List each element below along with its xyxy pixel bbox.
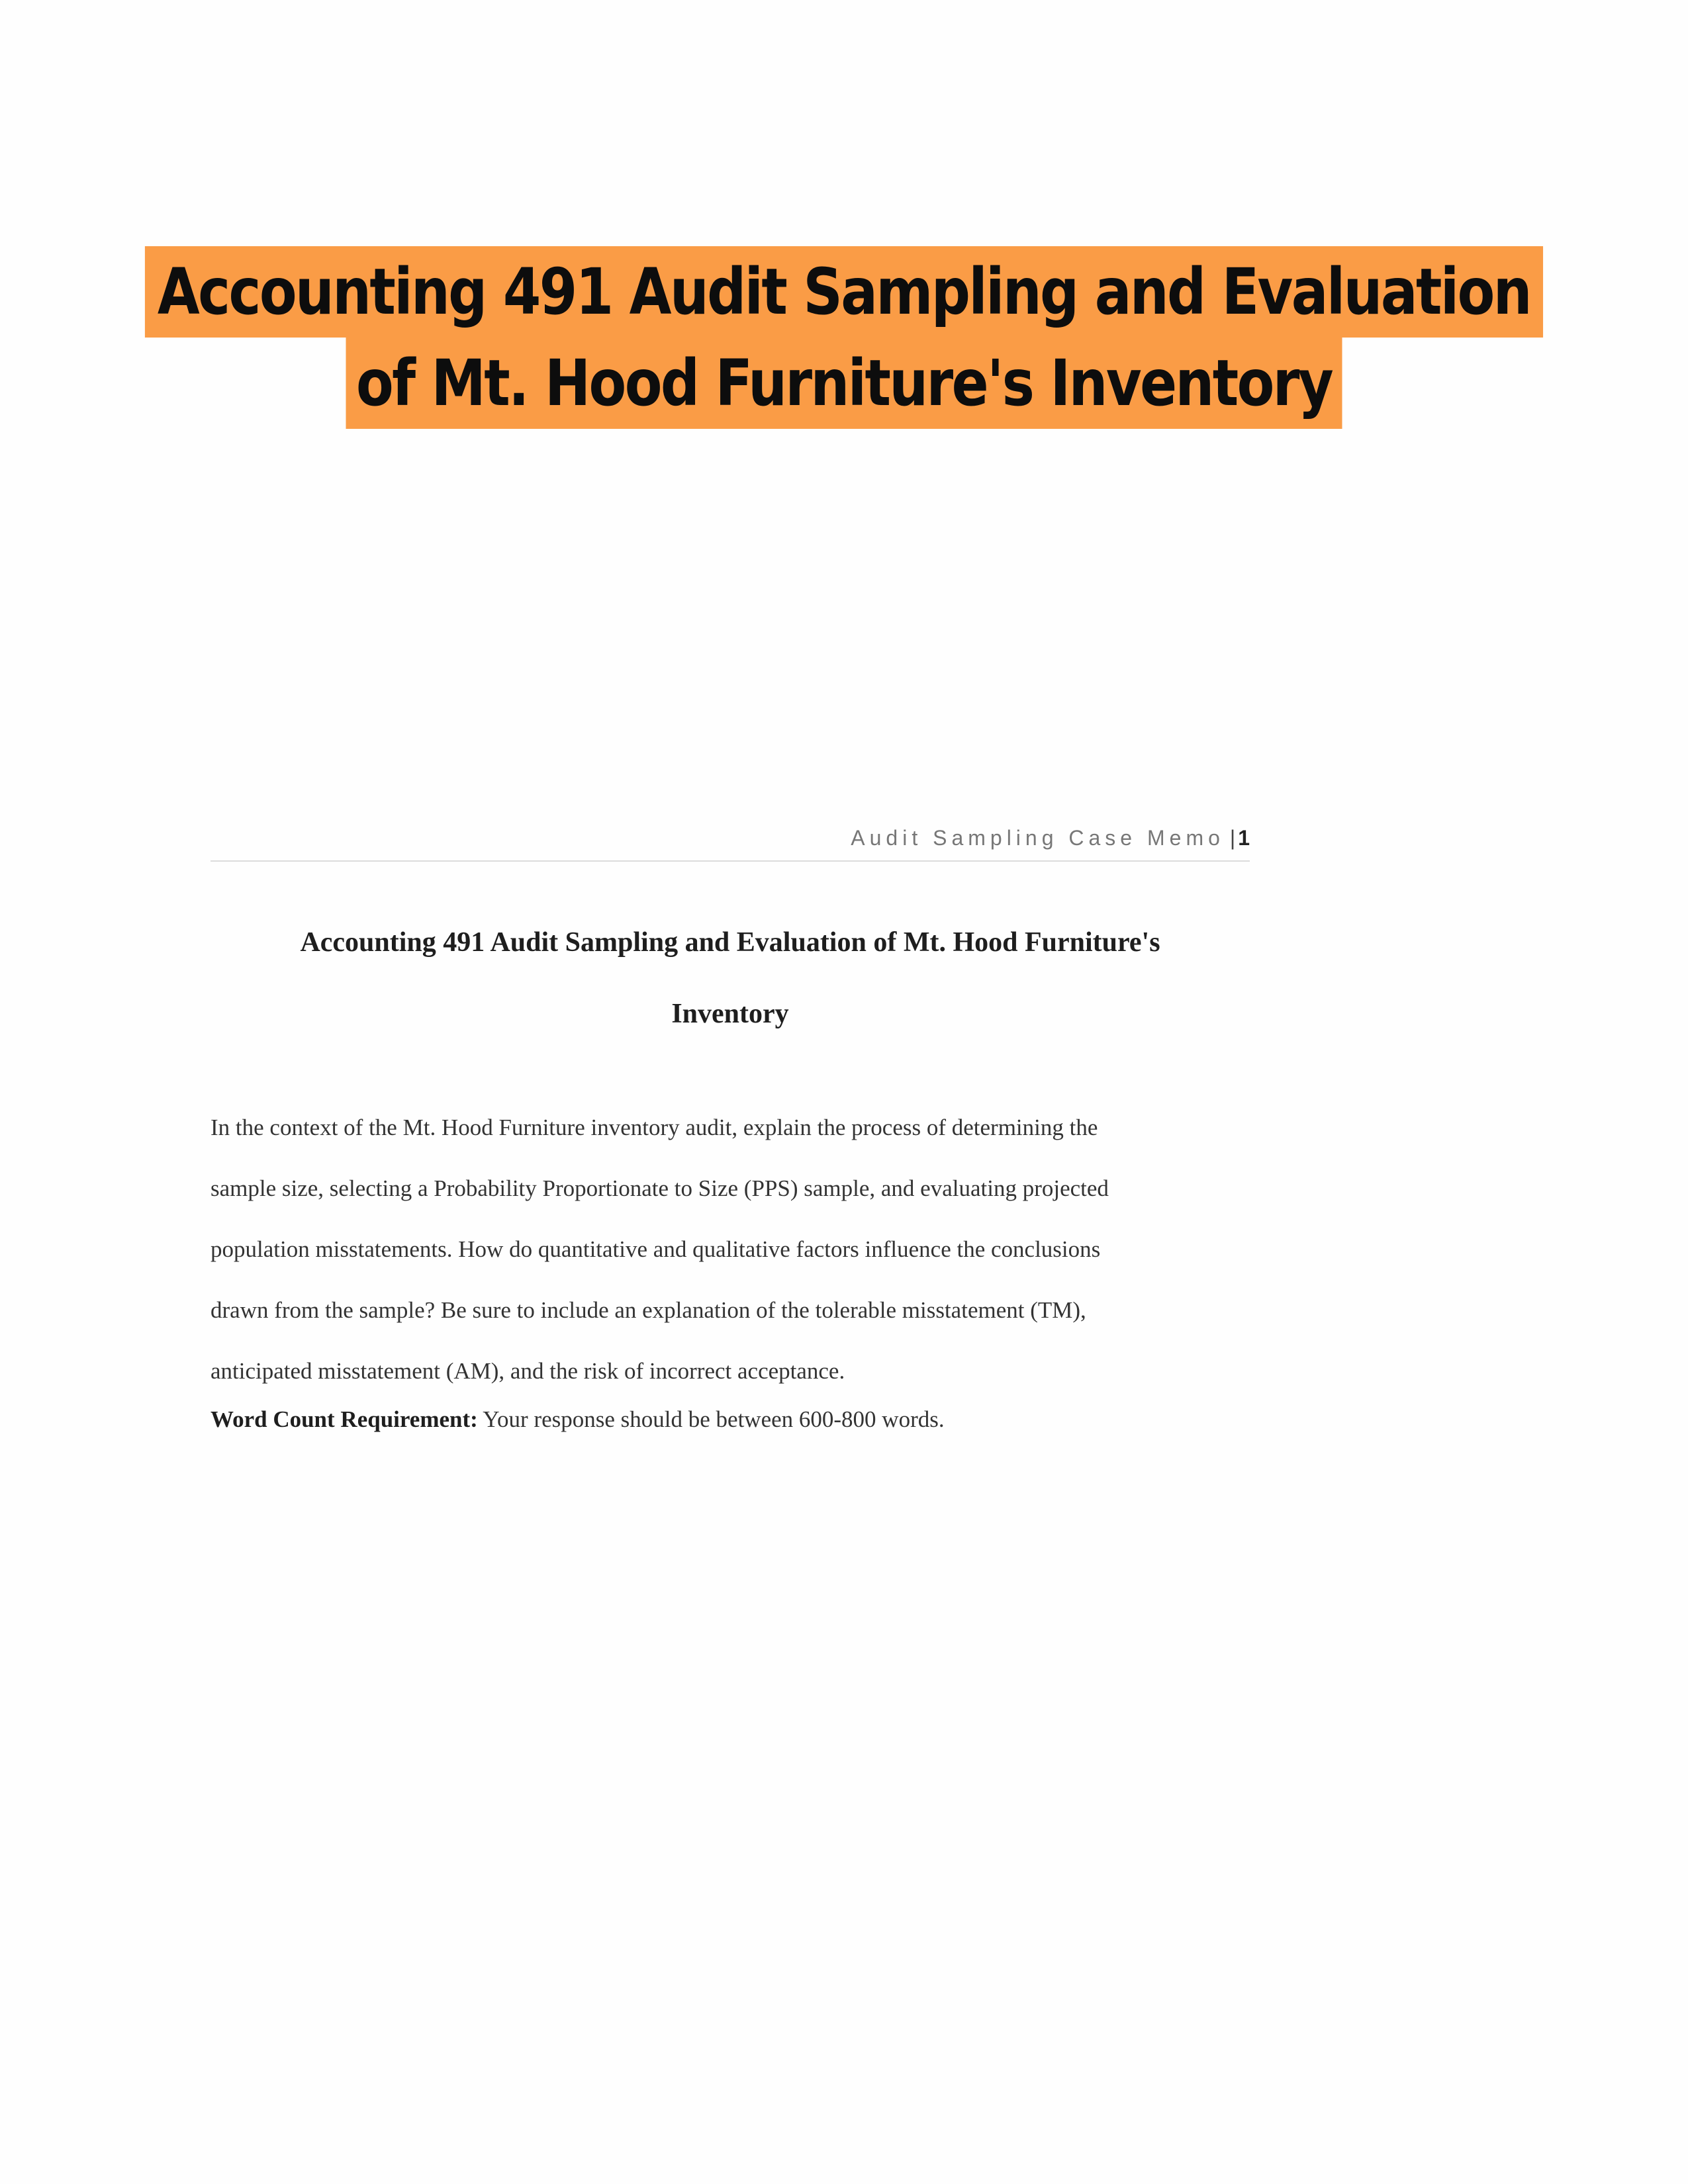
memo-title: [211, 907, 1250, 1050]
memo-running-header: [851, 826, 1250, 850]
memo-body-line: drawn from the sample? Be sure to include an explanation of the tolerable misstatement (TM),: [211, 1297, 1086, 1323]
memo-body-line: In the context of the Mt. Hood Furniture inventory audit, explain the process of determining the: [211, 1115, 1098, 1140]
requirement-label: Word Count Requirement:: [211, 1406, 478, 1432]
memo-title-line-1: Accounting 491 Audit Sampling and Evaluation of Mt. Hood Furniture's: [300, 927, 1160, 958]
banner-title-line-1: Accounting 491 Audit Sampling and Evaluation: [145, 246, 1543, 338]
document-banner-title: [0, 246, 1688, 429]
memo-header-rule: [211, 860, 1250, 862]
memo-body-line: sample size, selecting a Probability Proportionate to Size (PPS) sample, and evaluating projected: [211, 1175, 1109, 1201]
banner-title-line-2: of Mt. Hood Furniture's Inventory: [346, 338, 1342, 429]
memo-header-separator: |: [1229, 826, 1236, 850]
memo-body-line: anticipated misstatement (AM), and the risk of incorrect acceptance.: [211, 1358, 845, 1384]
memo-word-count-requirement: [211, 1403, 1250, 1436]
memo-title-line-2: Inventory: [671, 999, 789, 1029]
memo-body-paragraph: [211, 1097, 1250, 1402]
memo-body-line: population misstatements. How do quantitative and qualitative factors influence the conclusions: [211, 1236, 1101, 1262]
memo-header-text: Audit Sampling Case Memo: [851, 826, 1225, 850]
requirement-text: Your response should be between 600-800 words.: [477, 1406, 945, 1432]
memo-page-number: 1: [1238, 826, 1250, 850]
